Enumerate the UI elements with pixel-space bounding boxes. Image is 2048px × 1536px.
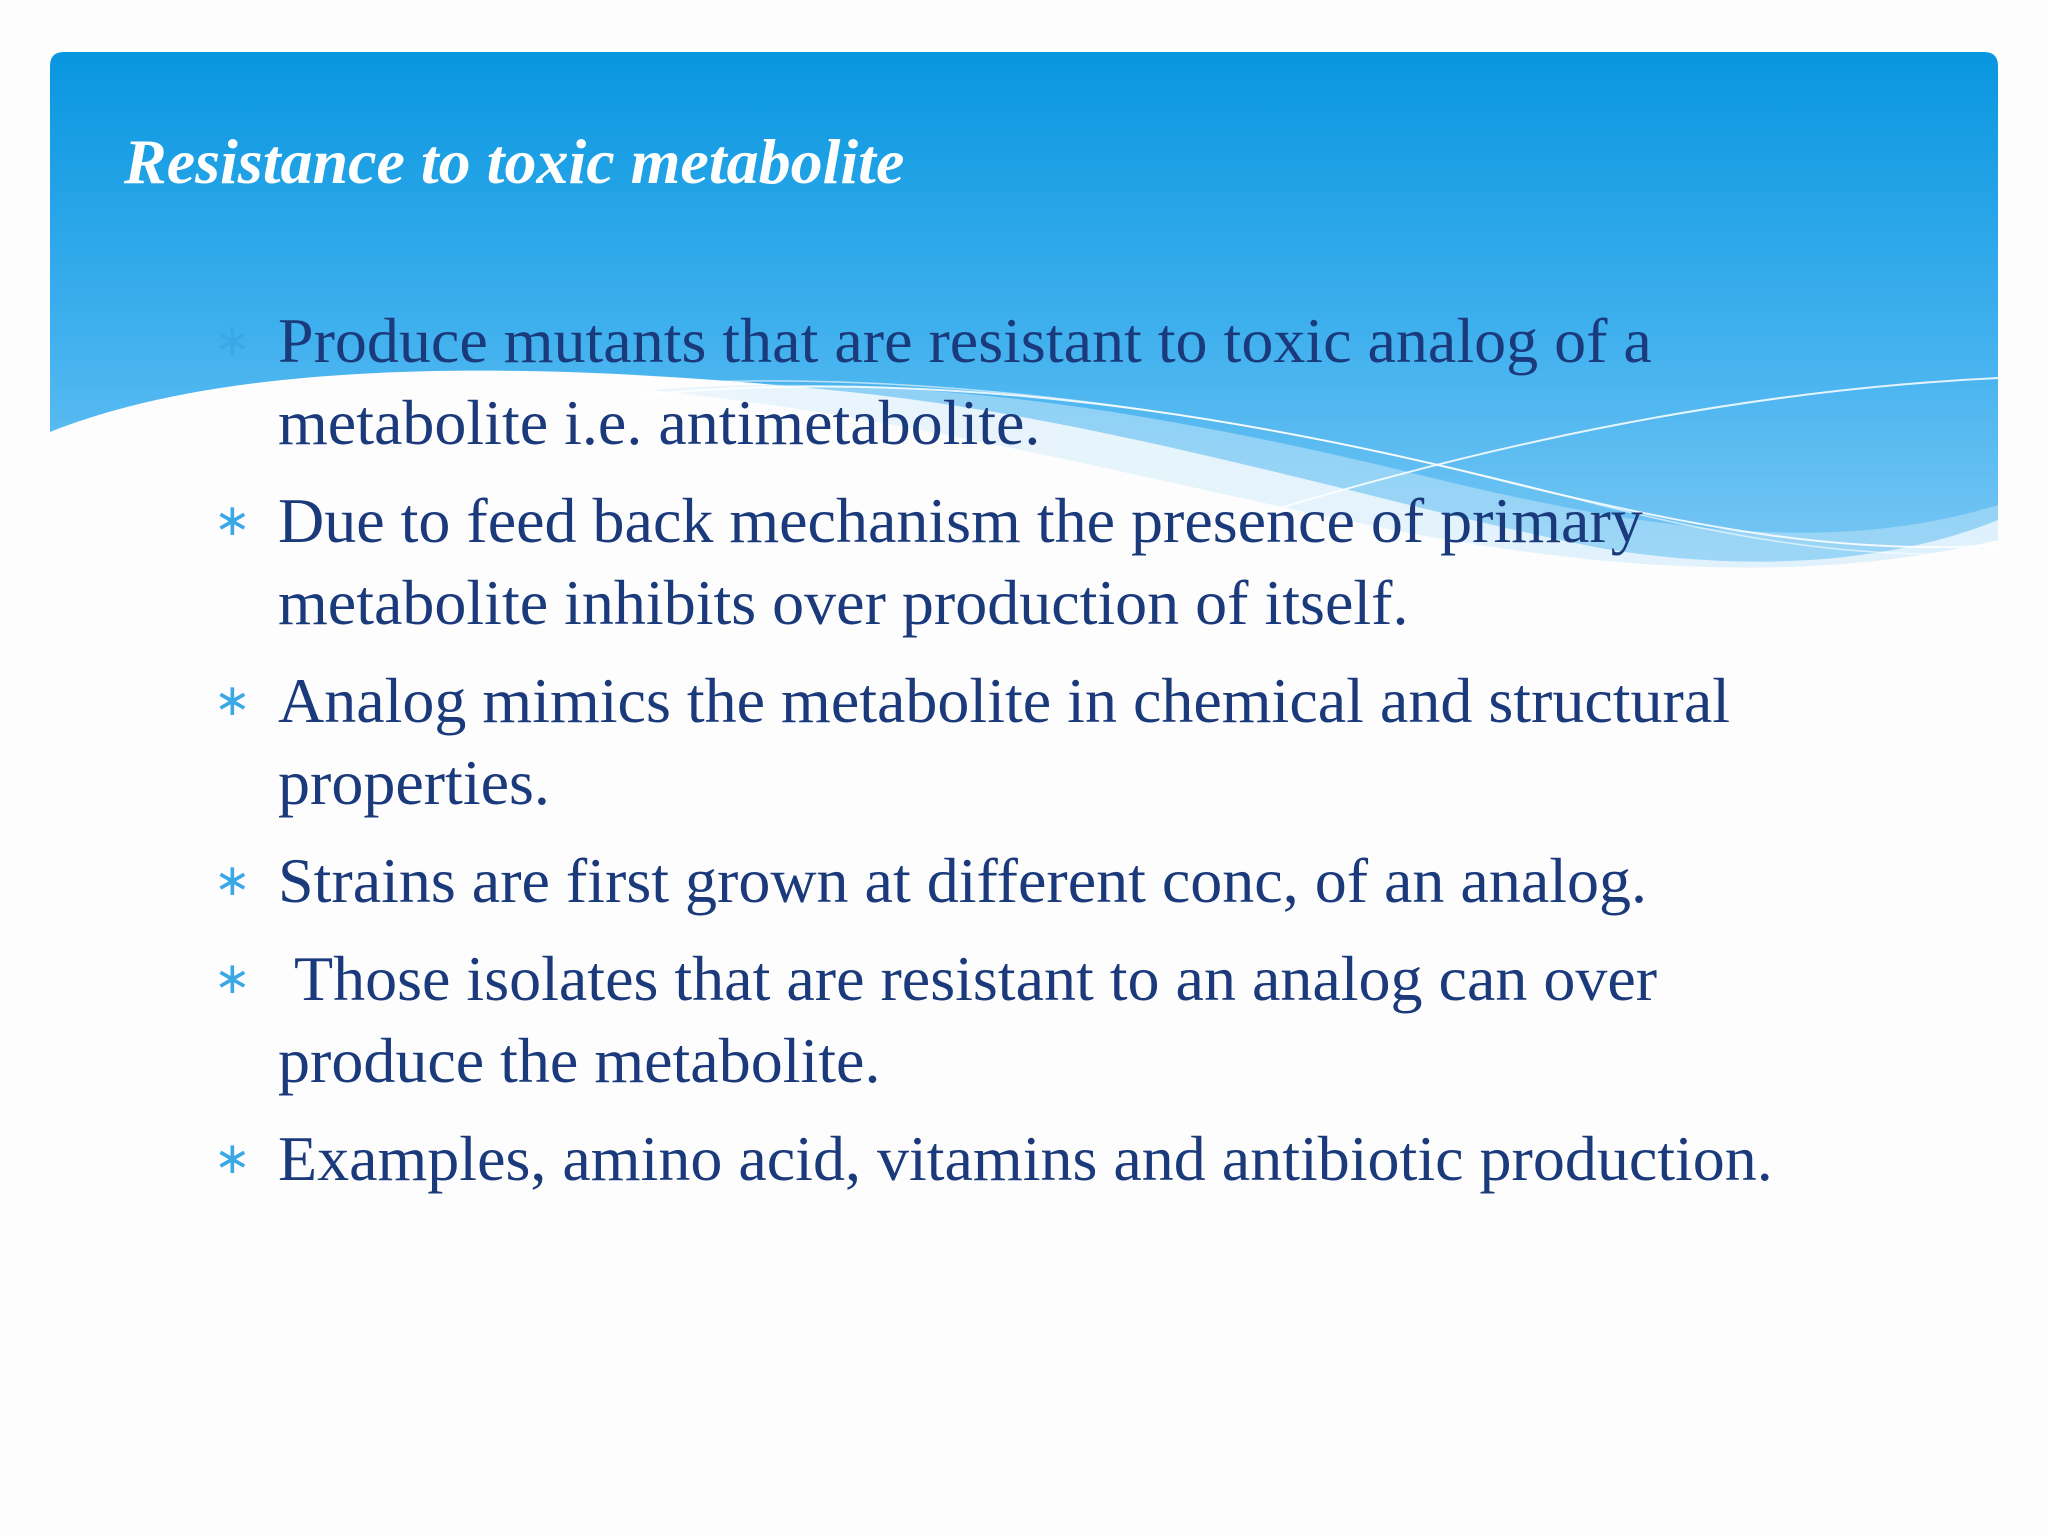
bullet-item [0, 840, 1878, 922]
asterisk-bullet-icon: ∗ [214, 315, 251, 366]
asterisk-bullet-icon: ∗ [214, 495, 251, 546]
asterisk-bullet-icon: ∗ [214, 675, 251, 726]
bullet-text: Produce mutants that are resistant to toxic analog of a metabolite i.e. antimetabolite. [278, 305, 1668, 458]
bullet-item [0, 938, 1878, 1102]
slide-title: Resistance to toxic metabolite [124, 126, 905, 197]
asterisk-bullet-icon: ∗ [214, 953, 251, 1004]
bullet-item [0, 300, 1878, 464]
bullet-text: Examples, amino acid, vitamins and antibiotic production. [278, 1123, 1773, 1194]
bullet-text: Analog mimics the metabolite in chemical and structural properties. [278, 665, 1746, 818]
bullet-item [0, 480, 1878, 644]
asterisk-bullet-icon: ∗ [214, 1133, 251, 1184]
bullet-text: Strains are first grown at different conc, of an analog. [278, 845, 1647, 916]
bullet-text: Due to feed back mechanism the presence of primary metabolite inhibits over production of itself. [278, 485, 1659, 638]
bullet-item [0, 1118, 1878, 1200]
bullet-text: Those isolates that are resistant to an analog can over produce the metabolite. [278, 943, 1674, 1096]
bullet-list [0, 300, 2048, 1216]
asterisk-bullet-icon: ∗ [214, 855, 251, 906]
bullet-item [0, 660, 1878, 824]
